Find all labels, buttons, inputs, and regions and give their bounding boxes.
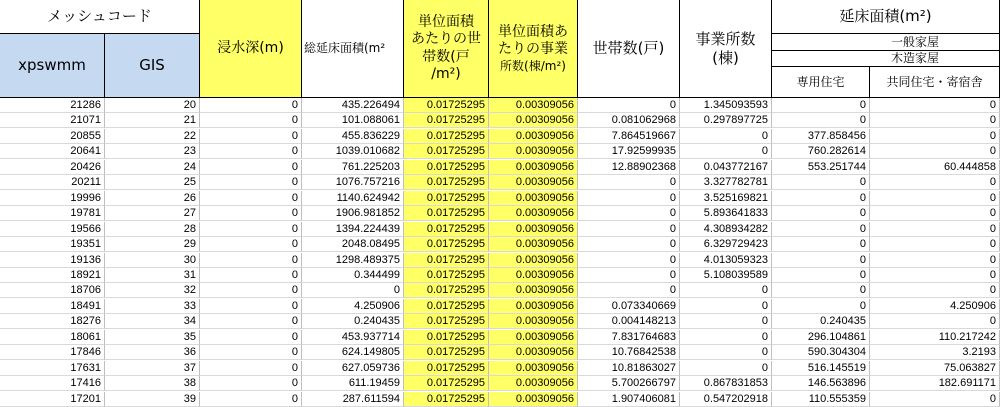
cell-xpswmm[interactable]: 20211 (0, 175, 105, 190)
table-row (0, 361, 1000, 376)
cell-dedicated[interactable]: 760.282614 (772, 144, 870, 159)
cell-total-floor[interactable]: 455.836229 (302, 129, 404, 144)
cell-unit-office[interactable]: 0.00309056 (489, 160, 578, 175)
cell-dedicated[interactable]: 296.104861 (772, 330, 870, 345)
cell-gis[interactable]: 23 (105, 144, 200, 159)
cell-dedicated[interactable]: 0 (772, 98, 870, 113)
cell-offices[interactable]: 0 (680, 299, 772, 314)
cell-depth[interactable]: 0 (200, 206, 302, 221)
cell-total-floor[interactable]: 627.059736 (302, 361, 404, 376)
cell-offices[interactable]: 3.525169821 (680, 191, 772, 206)
cell-total-floor[interactable]: 453.937714 (302, 330, 404, 345)
cell-depth[interactable]: 0 (200, 268, 302, 283)
cell-xpswmm[interactable]: 21286 (0, 98, 105, 113)
cell-households[interactable]: 0 (578, 191, 680, 206)
header-mesh-code-label: メッシュコード (47, 7, 152, 26)
header-mesh-code (0, 0, 200, 34)
cell-households[interactable]: 0 (578, 268, 680, 283)
cell-unit-office[interactable]: 0.00309056 (489, 98, 578, 113)
header-xpswmm-label: xpswmm (18, 56, 86, 75)
cell-unit-household[interactable]: 0.01725295 (404, 376, 489, 391)
cell-unit-office[interactable]: 0.00309056 (489, 314, 578, 329)
cell-depth[interactable]: 0 (200, 314, 302, 329)
cell-total-floor[interactable]: 1076.757216 (302, 175, 404, 190)
cell-unit-office[interactable]: 0.00309056 (489, 129, 578, 144)
header-unit-household-line1: 単位面積 (418, 13, 474, 30)
cell-households[interactable]: 5.700266797 (578, 376, 680, 391)
cell-unit-office[interactable]: 0.00309056 (489, 361, 578, 376)
cell-dedicated[interactable]: 0 (772, 175, 870, 190)
header-households (578, 0, 680, 98)
table-row (0, 237, 1000, 252)
cell-households[interactable]: 0.073340669 (578, 299, 680, 314)
cell-total-floor[interactable]: 1906.981852 (302, 206, 404, 221)
cell-total-floor[interactable]: 4.250906 (302, 299, 404, 314)
cell-gis[interactable]: 24 (105, 160, 200, 175)
cell-total-floor[interactable]: 1394.224439 (302, 222, 404, 237)
cell-dedicated[interactable]: 0 (772, 299, 870, 314)
header-offices-line2: (棟) (712, 48, 739, 67)
cell-offices[interactable]: 0.547202918 (680, 392, 772, 407)
cell-offices[interactable]: 0 (680, 144, 772, 159)
header-unit-office-line1: 単位面積あ (498, 23, 568, 40)
cell-unit-office[interactable]: 0.00309056 (489, 206, 578, 221)
cell-total-floor[interactable]: 611.19459 (302, 376, 404, 391)
cell-dedicated[interactable]: 0 (772, 191, 870, 206)
cell-dedicated[interactable]: 0 (772, 237, 870, 252)
cell-dedicated[interactable]: 0 (772, 206, 870, 221)
cell-depth[interactable]: 0 (200, 113, 302, 128)
header-dedicated-label: 専用住宅 (796, 74, 845, 89)
cell-dedicated[interactable]: 0 (772, 113, 870, 128)
header-floor-area (772, 0, 1000, 34)
cell-depth[interactable]: 0 (200, 345, 302, 360)
table-row (0, 330, 1000, 345)
table-row (0, 206, 1000, 221)
table-row (0, 144, 1000, 159)
cell-dedicated[interactable]: 146.563896 (772, 376, 870, 391)
cell-depth[interactable]: 0 (200, 175, 302, 190)
cell-dedicated[interactable]: 516.145519 (772, 361, 870, 376)
table-row (0, 314, 1000, 329)
cell-total-floor[interactable]: 0 (302, 283, 404, 298)
cell-shared[interactable]: 0 (870, 191, 1000, 206)
cell-unit-office[interactable]: 0.00309056 (489, 237, 578, 252)
header-gis (105, 34, 200, 98)
cell-xpswmm[interactable]: 20855 (0, 129, 105, 144)
cell-xpswmm[interactable]: 17416 (0, 376, 105, 391)
cell-households[interactable]: 0 (578, 283, 680, 298)
cell-shared[interactable]: 0 (870, 113, 1000, 128)
cell-households[interactable]: 0 (578, 206, 680, 221)
cell-total-floor[interactable]: 761.225203 (302, 160, 404, 175)
cell-households[interactable]: 0 (578, 237, 680, 252)
cell-unit-office[interactable]: 0.00309056 (489, 222, 578, 237)
cell-depth[interactable]: 0 (200, 222, 302, 237)
cell-dedicated[interactable]: 110.555359 (772, 392, 870, 407)
cell-unit-office[interactable]: 0.00309056 (489, 253, 578, 268)
header-offices-line1: 事業所数 (695, 29, 756, 48)
header-unit-household-line4: /m²) (431, 66, 461, 82)
cell-unit-household[interactable]: 0.01725295 (404, 175, 489, 190)
cell-shared[interactable]: 75.063827 (870, 361, 1000, 376)
cell-shared[interactable]: 0 (870, 268, 1000, 283)
cell-unit-office[interactable]: 0.00309056 (489, 392, 578, 407)
header-shared-label: 共同住宅・寄宿舎 (886, 74, 983, 89)
cell-depth[interactable]: 0 (200, 160, 302, 175)
header-general-house (772, 34, 1000, 51)
table-row (0, 299, 1000, 314)
cell-total-floor[interactable]: 1298.489375 (302, 253, 404, 268)
cell-households[interactable]: 7.864519667 (578, 129, 680, 144)
header-xpswmm (0, 34, 105, 98)
table-row (0, 98, 1000, 113)
header-unit-office-line3: 所数(棟/m²) (500, 58, 566, 73)
cell-unit-household[interactable]: 0.01725295 (404, 268, 489, 283)
cell-gis[interactable]: 21 (105, 113, 200, 128)
cell-depth[interactable]: 0 (200, 283, 302, 298)
header-offices (680, 0, 772, 98)
header-wooden-house-label: 木造家屋 (890, 51, 939, 65)
cell-depth[interactable]: 0 (200, 361, 302, 376)
cell-gis[interactable]: 32 (105, 283, 200, 298)
cell-total-floor[interactable]: 0.240435 (302, 314, 404, 329)
header-total-floor-label: 総延床面積(m² (304, 41, 386, 55)
table-row (0, 222, 1000, 237)
cell-shared[interactable]: 0 (870, 253, 1000, 268)
cell-offices[interactable]: 5.893641833 (680, 206, 772, 221)
cell-offices[interactable]: 4.308934282 (680, 222, 772, 237)
cell-dedicated[interactable]: 0.240435 (772, 314, 870, 329)
cell-unit-office[interactable]: 0.00309056 (489, 283, 578, 298)
cell-unit-office[interactable]: 0.00309056 (489, 299, 578, 314)
header-unit-household (404, 0, 489, 98)
cell-offices[interactable]: 0.297897725 (680, 113, 772, 128)
cell-depth[interactable]: 0 (200, 144, 302, 159)
header-households-label: 世帯数(戸) (592, 39, 665, 58)
cell-households[interactable]: 10.76842538 (578, 345, 680, 360)
table-row (0, 175, 1000, 190)
table-row (0, 113, 1000, 128)
header-gis-label: GIS (139, 56, 165, 75)
table-row (0, 191, 1000, 206)
cell-gis[interactable]: 36 (105, 345, 200, 360)
cell-unit-office[interactable]: 0.00309056 (489, 376, 578, 391)
cell-households[interactable]: 0 (578, 222, 680, 237)
cell-depth[interactable]: 0 (200, 392, 302, 407)
cell-total-floor[interactable]: 101.088061 (302, 113, 404, 128)
cell-depth[interactable]: 0 (200, 299, 302, 314)
cell-unit-household[interactable]: 0.01725295 (404, 160, 489, 175)
cell-offices[interactable]: 0 (680, 314, 772, 329)
cell-gis[interactable]: 25 (105, 175, 200, 190)
cell-households[interactable]: 12.88902368 (578, 160, 680, 175)
table-row (0, 392, 1000, 407)
cell-gis[interactable]: 38 (105, 376, 200, 391)
cell-unit-household[interactable]: 0.01725295 (404, 283, 489, 298)
cell-dedicated[interactable]: 0 (772, 222, 870, 237)
cell-gis[interactable]: 37 (105, 361, 200, 376)
table-row (0, 376, 1000, 391)
cell-xpswmm[interactable]: 17846 (0, 345, 105, 360)
cell-unit-household[interactable]: 0.01725295 (404, 144, 489, 159)
cell-dedicated[interactable]: 590.304304 (772, 345, 870, 360)
cell-xpswmm[interactable]: 18491 (0, 299, 105, 314)
cell-xpswmm[interactable]: 19566 (0, 222, 105, 237)
cell-xpswmm[interactable]: 21071 (0, 113, 105, 128)
cell-total-floor[interactable]: 624.149805 (302, 345, 404, 360)
header-unit-office-lines (498, 24, 568, 74)
cell-xpswmm[interactable]: 19351 (0, 237, 105, 252)
cell-depth[interactable]: 0 (200, 330, 302, 345)
header-dedicated (772, 67, 870, 98)
cell-unit-household[interactable]: 0.01725295 (404, 299, 489, 314)
cell-gis[interactable]: 28 (105, 222, 200, 237)
cell-households[interactable]: 0.081062968 (578, 113, 680, 128)
header-unit-office (489, 0, 578, 98)
cell-shared[interactable]: 3.2193 (870, 345, 1000, 360)
cell-total-floor[interactable]: 1140.624942 (302, 191, 404, 206)
cell-shared[interactable]: 0 (870, 98, 1000, 113)
cell-households[interactable]: 17.92599935 (578, 144, 680, 159)
cell-households[interactable]: 0 (578, 253, 680, 268)
cell-total-floor[interactable]: 0.344499 (302, 268, 404, 283)
cell-offices[interactable]: 0 (680, 129, 772, 144)
header-total-floor (302, 0, 404, 98)
cell-offices[interactable]: 6.329729423 (680, 237, 772, 252)
cell-gis[interactable]: 20 (105, 98, 200, 113)
cell-total-floor[interactable]: 287.611594 (302, 392, 404, 407)
cell-shared[interactable]: 110.217242 (870, 330, 1000, 345)
header-offices-lines (695, 30, 755, 68)
cell-gis[interactable]: 31 (105, 268, 200, 283)
cell-xpswmm[interactable]: 19996 (0, 191, 105, 206)
cell-offices[interactable]: 3.327782781 (680, 175, 772, 190)
cell-unit-household[interactable]: 0.01725295 (404, 330, 489, 345)
cell-households[interactable]: 1.907406081 (578, 392, 680, 407)
table-row (0, 283, 1000, 298)
cell-unit-household[interactable]: 0.01725295 (404, 345, 489, 360)
cell-xpswmm[interactable]: 19136 (0, 253, 105, 268)
cell-unit-household[interactable]: 0.01725295 (404, 113, 489, 128)
cell-unit-office[interactable]: 0.00309056 (489, 113, 578, 128)
cell-shared[interactable]: 0 (870, 144, 1000, 159)
cell-gis[interactable]: 30 (105, 253, 200, 268)
cell-total-floor[interactable]: 2048.08495 (302, 237, 404, 252)
table-row (0, 129, 1000, 144)
header-general-house-label: 一般家屋 (890, 34, 939, 49)
cell-households[interactable]: 0 (578, 175, 680, 190)
cell-offices[interactable]: 1.345093593 (680, 98, 772, 113)
cell-depth[interactable]: 0 (200, 98, 302, 113)
cell-dedicated[interactable]: 553.251744 (772, 160, 870, 175)
cell-xpswmm[interactable]: 20426 (0, 160, 105, 175)
cell-gis[interactable]: 27 (105, 206, 200, 221)
cell-households[interactable]: 0 (578, 98, 680, 113)
cell-xpswmm[interactable]: 18706 (0, 283, 105, 298)
cell-shared[interactable]: 0 (870, 283, 1000, 298)
cell-offices[interactable]: 5.108039589 (680, 268, 772, 283)
cell-shared[interactable]: 0 (870, 129, 1000, 144)
cell-xpswmm[interactable]: 18921 (0, 268, 105, 283)
cell-unit-household[interactable]: 0.01725295 (404, 206, 489, 221)
cell-households[interactable]: 10.81863027 (578, 361, 680, 376)
cell-unit-office[interactable]: 0.00309056 (489, 175, 578, 190)
cell-unit-household[interactable]: 0.01725295 (404, 237, 489, 252)
cell-total-floor[interactable]: 435.226494 (302, 98, 404, 113)
cell-shared[interactable]: 0 (870, 222, 1000, 237)
table-row (0, 345, 1000, 360)
cell-dedicated[interactable]: 0 (772, 253, 870, 268)
cell-households[interactable]: 7.831764683 (578, 330, 680, 345)
header-unit-household-lines (411, 14, 481, 84)
cell-shared[interactable]: 4.250906 (870, 299, 1000, 314)
cell-unit-office[interactable]: 0.00309056 (489, 191, 578, 206)
cell-unit-office[interactable]: 0.00309056 (489, 268, 578, 283)
cell-unit-household[interactable]: 0.01725295 (404, 191, 489, 206)
cell-xpswmm[interactable]: 20641 (0, 144, 105, 159)
cell-shared[interactable]: 0 (870, 175, 1000, 190)
cell-depth[interactable]: 0 (200, 129, 302, 144)
table-row (0, 268, 1000, 283)
cell-offices[interactable]: 0 (680, 345, 772, 360)
table-row (0, 160, 1000, 175)
cell-xpswmm[interactable]: 17201 (0, 392, 105, 407)
cell-gis[interactable]: 29 (105, 237, 200, 252)
cell-unit-office[interactable]: 0.00309056 (489, 330, 578, 345)
cell-unit-household[interactable]: 0.01725295 (404, 129, 489, 144)
cell-shared[interactable]: 0 (870, 314, 1000, 329)
header-unit-office-line2: たりの事業 (498, 41, 568, 57)
cell-gis[interactable]: 35 (105, 330, 200, 345)
cell-unit-household[interactable]: 0.01725295 (404, 253, 489, 268)
cell-offices[interactable]: 0 (680, 283, 772, 298)
cell-xpswmm[interactable]: 18276 (0, 314, 105, 329)
header-depth-label: 浸水深(m) (217, 39, 284, 56)
cell-unit-household[interactable]: 0.01725295 (404, 361, 489, 376)
cell-total-floor[interactable]: 1039.010682 (302, 144, 404, 159)
cell-offices[interactable]: 4.013059323 (680, 253, 772, 268)
cell-dedicated[interactable]: 0 (772, 283, 870, 298)
cell-depth[interactable]: 0 (200, 237, 302, 252)
cell-shared[interactable]: 0 (870, 206, 1000, 221)
cell-shared[interactable]: 0 (870, 392, 1000, 407)
cell-offices[interactable]: 0.867831853 (680, 376, 772, 391)
cell-unit-household[interactable]: 0.01725295 (404, 98, 489, 113)
cell-unit-household[interactable]: 0.01725295 (404, 222, 489, 237)
cell-depth[interactable]: 0 (200, 191, 302, 206)
cell-xpswmm[interactable]: 19781 (0, 206, 105, 221)
cell-offices[interactable]: 0 (680, 330, 772, 345)
cell-shared[interactable]: 0 (870, 237, 1000, 252)
cell-gis[interactable]: 22 (105, 129, 200, 144)
cell-depth[interactable]: 0 (200, 376, 302, 391)
cell-shared[interactable]: 60.444858 (870, 160, 1000, 175)
header-unit-household-line2: あたりの世 (411, 31, 481, 47)
cell-households[interactable]: 0.004148213 (578, 314, 680, 329)
header-floor-area-label: 延床面積(m²) (839, 7, 932, 26)
header-wooden-house (772, 51, 1000, 67)
header-shared (870, 67, 1000, 98)
header-unit-household-line3: 帯数(戸 (422, 48, 470, 65)
cell-unit-office[interactable]: 0.00309056 (489, 345, 578, 360)
cell-offices[interactable]: 0.043772167 (680, 160, 772, 175)
cell-offices[interactable]: 0 (680, 361, 772, 376)
header-depth (200, 0, 302, 98)
cell-gis[interactable]: 33 (105, 299, 200, 314)
cell-dedicated[interactable]: 0 (772, 268, 870, 283)
cell-shared[interactable]: 182.691171 (870, 376, 1000, 391)
cell-unit-office[interactable]: 0.00309056 (489, 144, 578, 159)
cell-depth[interactable]: 0 (200, 253, 302, 268)
cell-gis[interactable]: 26 (105, 191, 200, 206)
cell-dedicated[interactable]: 377.858456 (772, 129, 870, 144)
cell-gis[interactable]: 34 (105, 314, 200, 329)
cell-unit-household[interactable]: 0.01725295 (404, 392, 489, 407)
cell-unit-household[interactable]: 0.01725295 (404, 314, 489, 329)
cell-xpswmm[interactable]: 17631 (0, 361, 105, 376)
cell-xpswmm[interactable]: 18061 (0, 330, 105, 345)
cell-gis[interactable]: 39 (105, 392, 200, 407)
table-row (0, 253, 1000, 268)
